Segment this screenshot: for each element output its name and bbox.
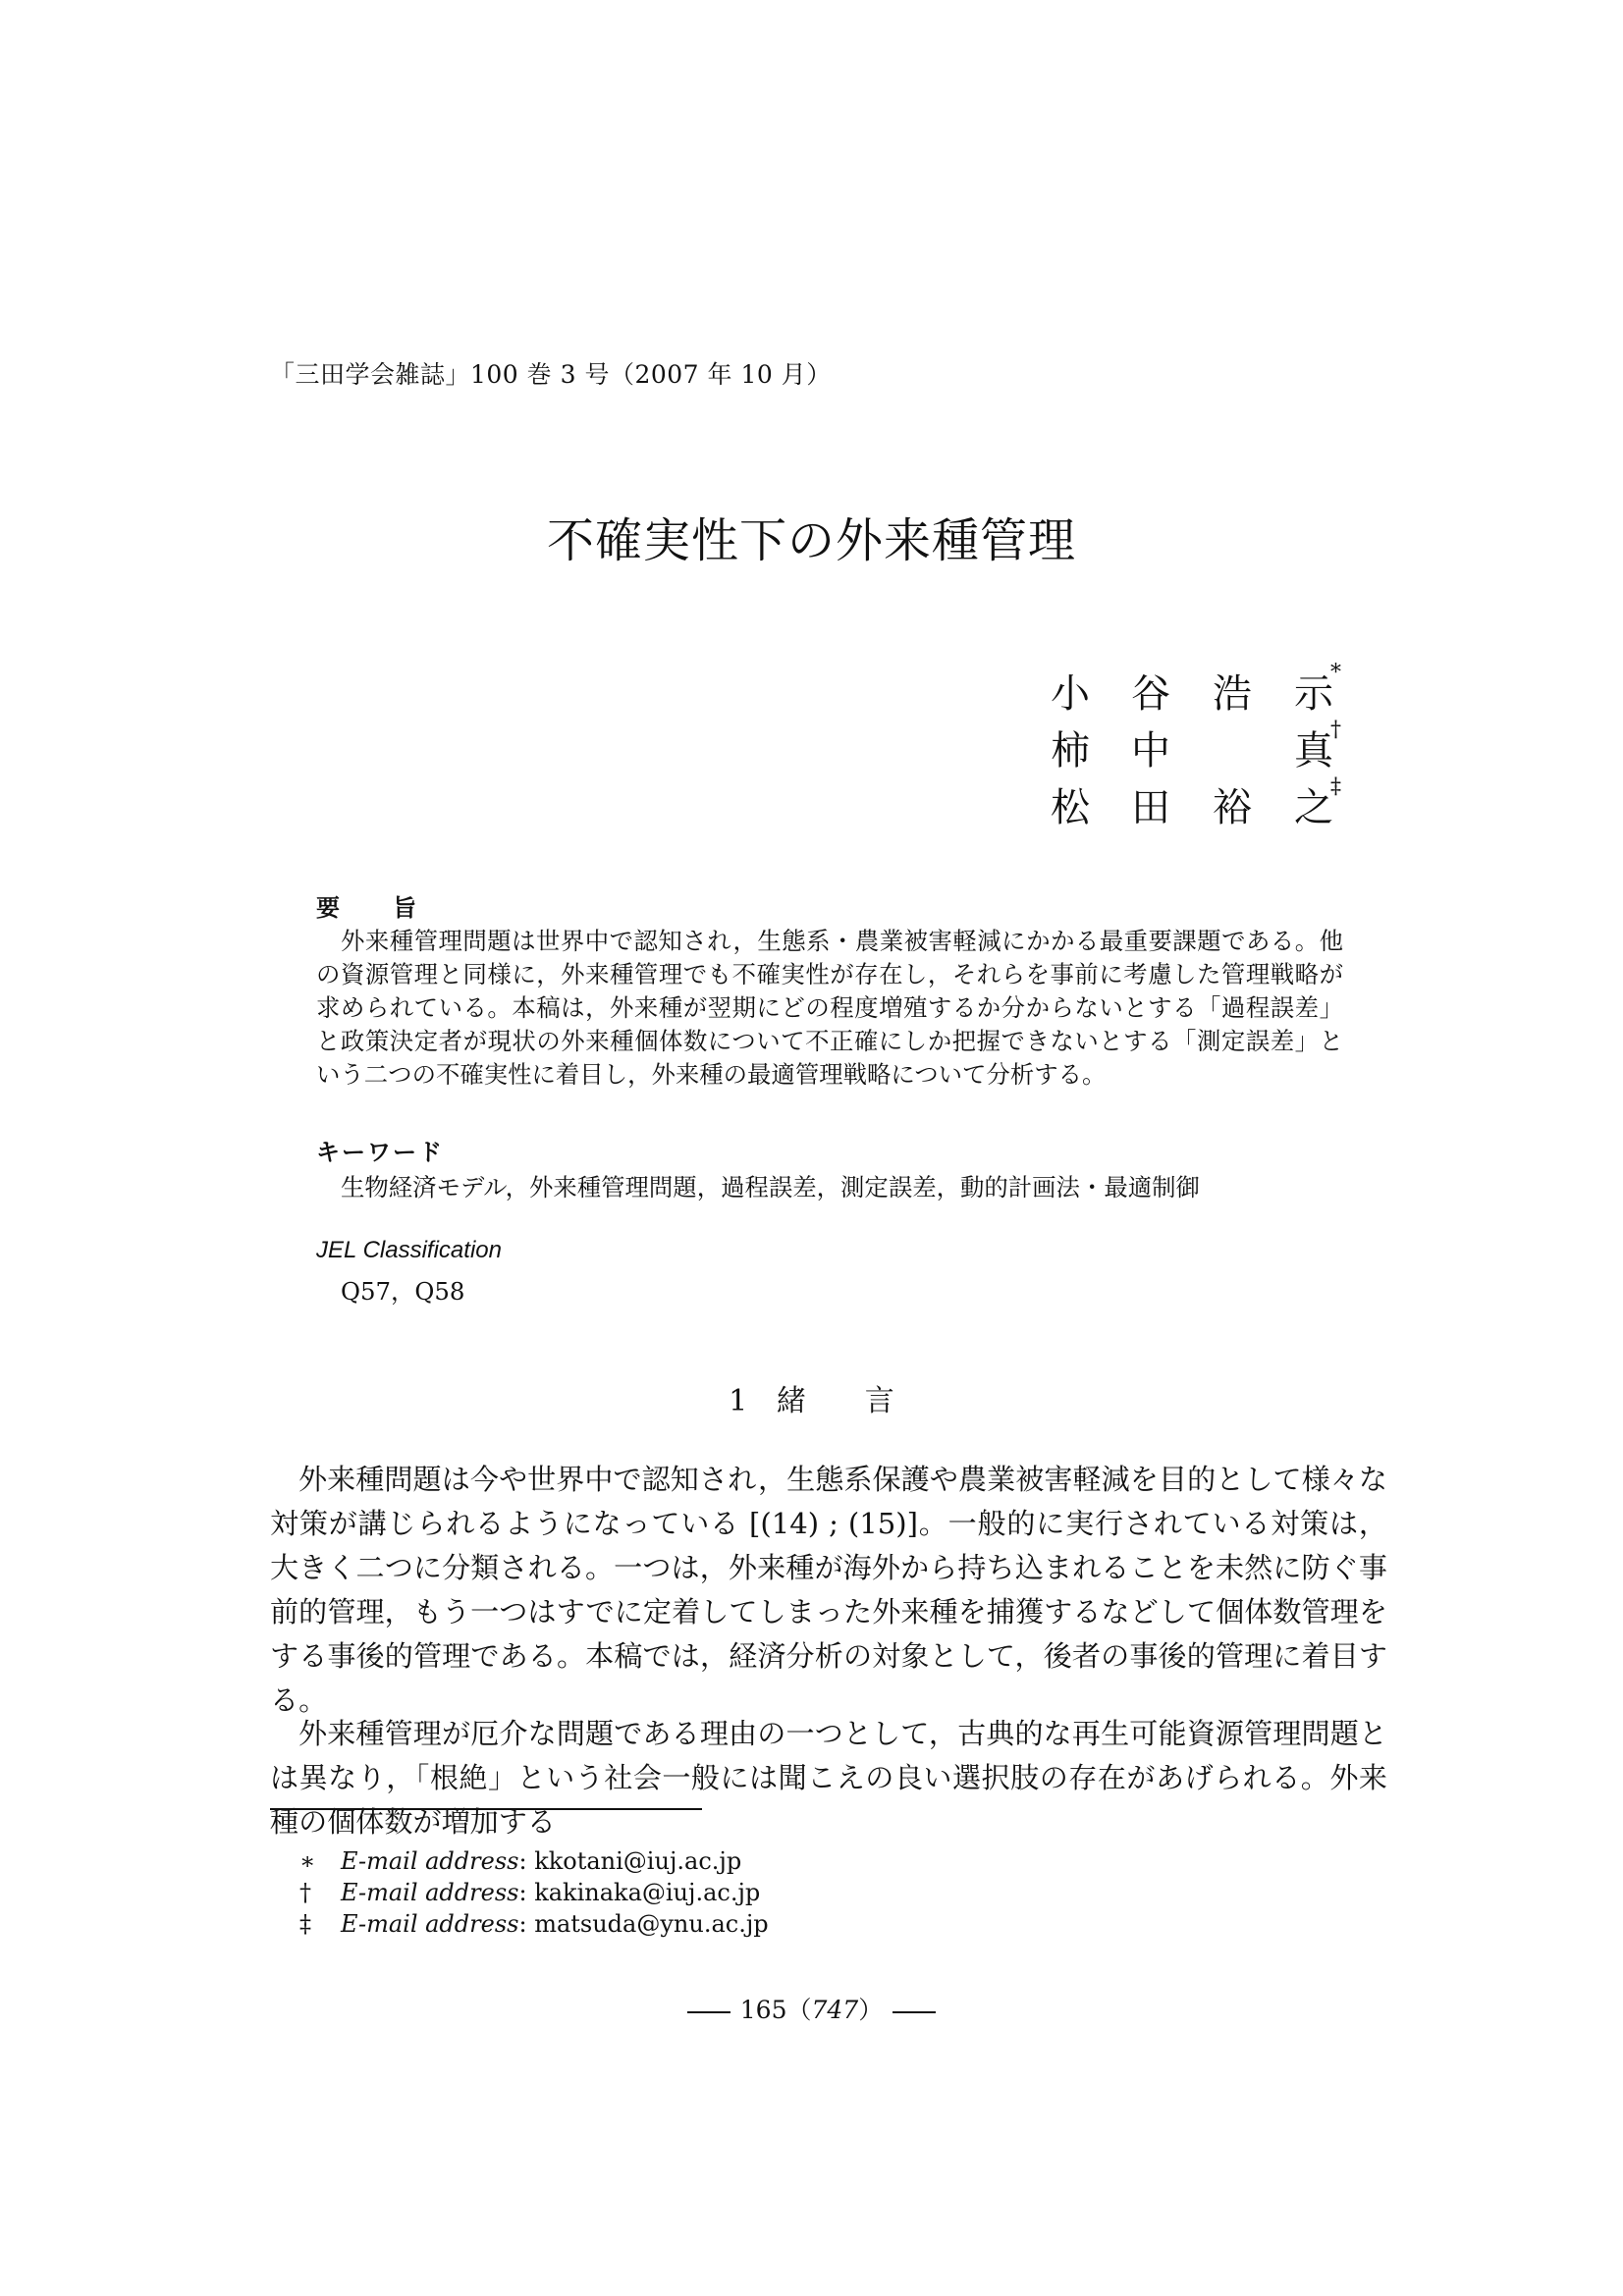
footnote-email[interactable]: kkotani@iuj.ac.jp (534, 1847, 742, 1875)
author-char: 谷 (1131, 671, 1170, 717)
author-footnote-mark: † (1330, 718, 1341, 742)
author-char: 真 (1294, 728, 1333, 774)
footnote-label: E-mail address (341, 1847, 519, 1875)
page-footer: 165（747） (0, 1991, 1623, 2026)
author-char: 裕 (1213, 785, 1252, 830)
footer-dash (893, 2011, 936, 2013)
footnote-email[interactable]: kakinaka@iuj.ac.jp (534, 1879, 761, 1906)
author-char: 田 (1131, 785, 1170, 830)
footnote-divider (270, 1808, 702, 1810)
author-2 (1046, 720, 1360, 776)
author-1 (1046, 663, 1360, 720)
footnote-label: E-mail address (341, 1879, 519, 1906)
footnote-2: † E-mail address: kakinaka@iuj.ac.jp (299, 1879, 761, 1906)
body-paragraph-1: 外来種問題は今や世界中で認知され，生態系保護や農業被害軽減を目的として様々な対策が講じられるようになっている [(14) ; (15)]。一般的に実行されている対策は，大きく二つに分類される。一つは，外来種が海外から持ち込まれることを未然に防ぐ事前的管理，もう一つはすでに定着してしまった外来種を捕獲するなどして個体数管理をする事後的管理である。本稿では，経済分析の対象として，後者の事後的管理に着目する。 (270, 1463, 1388, 1717)
author-footnote-mark: * (1330, 661, 1341, 685)
footnote-mark: † (299, 1879, 311, 1906)
jel-label: JEL Classification (316, 1237, 502, 1263)
author-char: 中 (1131, 728, 1170, 774)
jel-codes: Q57，Q58 (341, 1277, 465, 1306)
author-list (1046, 663, 1360, 833)
section-title: 緒 言 (776, 1384, 894, 1418)
paper-title: 不確実性下の外来種管理 (546, 513, 1076, 568)
footnote-mark: ‡ (299, 1910, 311, 1938)
footnote-email[interactable]: matsuda@ynu.ac.jp (534, 1910, 769, 1938)
author-char: 浩 (1213, 671, 1252, 717)
page-number: 165 (739, 1996, 787, 2024)
author-char: 之 (1294, 785, 1333, 830)
author-char: 小 (1051, 671, 1090, 717)
keywords-text: 生物経済モデル，外来種管理問題，過程誤差，測定誤差，動的計画法・最適制御 (341, 1173, 1200, 1201)
footnote-3: ‡ E-mail address: matsuda@ynu.ac.jp (299, 1910, 769, 1938)
footnote-label: E-mail address (341, 1910, 519, 1938)
author-3 (1046, 776, 1360, 833)
page-total: 747 (811, 1996, 859, 2024)
author-char: 柿 (1051, 728, 1090, 774)
abstract-text: 外来種管理問題は世界中で認知され，生態系・農業被害軽減にかかる最重要課題である。他の資源管理と同様に，外来種管理でも不確実性が存在し，それらを事前に考慮した管理戦略が求められている。本稿は，外来種が翌期にどの程度増殖するか分からないとする「過程誤差」と政策決定者が現状の外来種個体数について不正確にしか把握できないとする「測定誤差」という二つの不確実性に着目し，外来種の最適管理戦略について分析する。 (316, 927, 1343, 1089)
body-paragraph-2: 外来種管理が厄介な問題である理由の一つとして，古典的な再生可能資源管理問題とは異なり，「根絶」という社会一般には聞こえの良い選択肢の存在があげられる。外来種の個体数が増加する (270, 1717, 1387, 1839)
keywords-label: キーワード (316, 1138, 444, 1166)
section-number: 1 (729, 1384, 748, 1418)
author-footnote-mark: ‡ (1330, 774, 1341, 799)
footnote-1: ∗ E-mail address: kkotani@iuj.ac.jp (299, 1847, 742, 1875)
footnote-mark: ∗ (299, 1847, 316, 1875)
author-char: 示 (1294, 671, 1333, 717)
journal-header: 「三田学会雑誌」100 巻 3 号（2007 年 10 月） (270, 360, 832, 389)
author-char: 松 (1051, 785, 1090, 830)
section-heading (0, 1376, 1623, 1419)
footer-dash (687, 2011, 730, 2013)
abstract-label: 要 旨 (316, 893, 418, 922)
